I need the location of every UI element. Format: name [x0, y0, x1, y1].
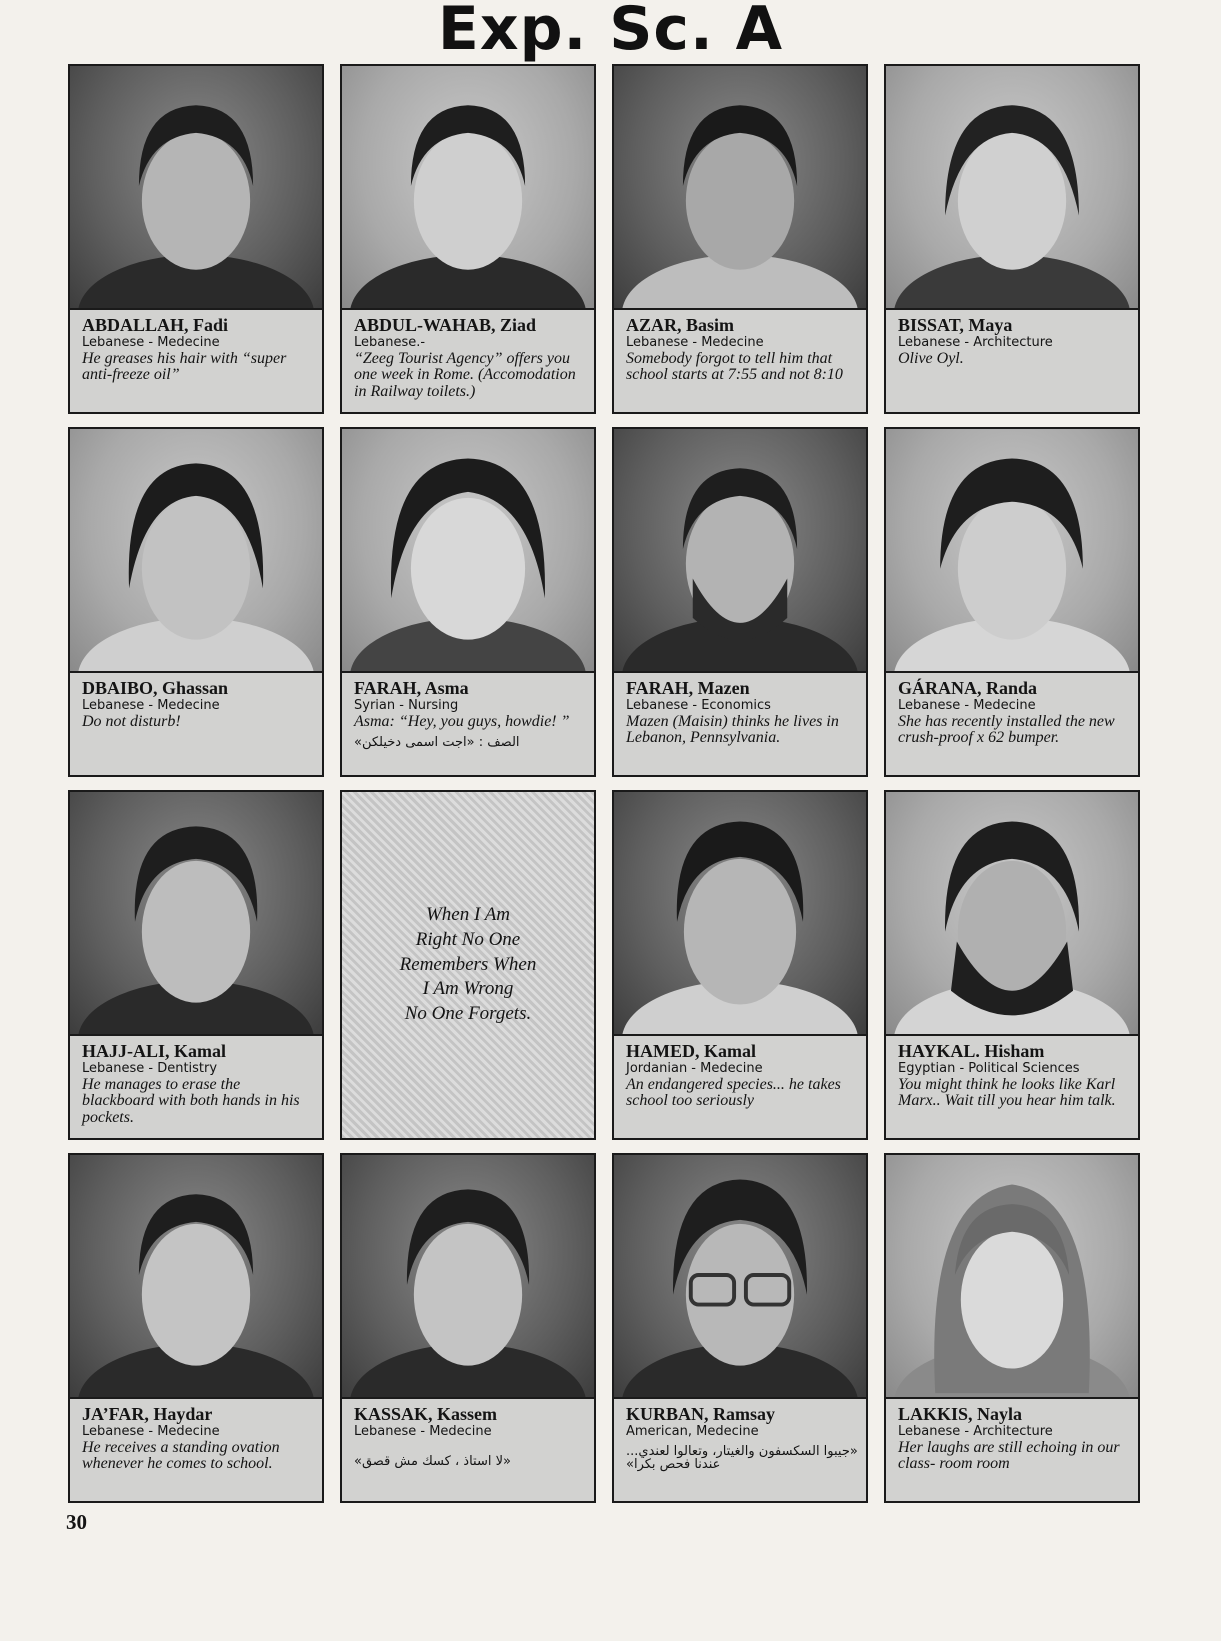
student-photo [886, 429, 1138, 673]
student-card [884, 790, 1140, 1140]
student-photo [342, 1155, 594, 1399]
student-photo [70, 1155, 322, 1399]
student-quote: Asma: “Hey, you guys, howdie! ” [354, 712, 570, 730]
student-photo [70, 429, 322, 673]
student-name: ABDUL-WAHAB, Ziad [354, 315, 537, 335]
student-photo [70, 66, 322, 310]
student-quote: Do not disturb! [82, 712, 181, 730]
student-quote: He receives a standing ovation whenever he comes to school. [82, 1438, 280, 1473]
student-name: KASSAK, Kassem [354, 1404, 498, 1424]
motto-line: Right No One [415, 928, 521, 950]
student-photo [614, 429, 866, 673]
student-details: American, Medecine [626, 1423, 759, 1439]
student-card [612, 790, 868, 1140]
student-name: JA’FAR, Haydar [82, 1404, 213, 1424]
student-name: FARAH, Mazen [626, 678, 750, 698]
motto-line: No One Forgets. [404, 1003, 532, 1025]
student-card [612, 1153, 868, 1503]
student-name: HAMED, Kamal [626, 1041, 756, 1061]
student-card [884, 1153, 1140, 1503]
student-details: Egyptian - Political Sciences [898, 1060, 1080, 1076]
motto-line: When I Am [425, 904, 511, 926]
student-quote: An endangered species... he takes school too seriously [626, 1075, 841, 1110]
student-name: HAJJ-ALI, Kamal [82, 1041, 226, 1061]
motto-panel [340, 790, 596, 1140]
student-quote-arabic: الصف : «اجت اسمى دخيلكن» [354, 735, 520, 751]
student-name: LAKKIS, Nayla [898, 1404, 1023, 1424]
student-details: Lebanese - Architecture [898, 334, 1053, 350]
student-photo [886, 66, 1138, 310]
student-quote: Somebody forgot to tell him that school starts at 7:55 and not 8:10 [626, 349, 843, 384]
student-photo [886, 1155, 1138, 1399]
student-details: Lebanese - Medecine [898, 697, 1036, 713]
student-card [68, 790, 324, 1140]
student-name: BISSAT, Maya [898, 315, 1013, 335]
student-details: Lebanese - Medecine [82, 1423, 220, 1439]
student-name: KURBAN, Ramsay [626, 1404, 776, 1424]
student-details: Syrian - Nursing [354, 697, 459, 713]
student-quote: She has recently installed the new crush-proof x 62 bumper. [898, 712, 1115, 747]
student-details: Jordanian - Medecine [626, 1060, 763, 1076]
student-name: DBAIBO, Ghassan [82, 678, 229, 698]
student-photo [614, 1155, 866, 1399]
student-card [340, 64, 596, 414]
student-card [340, 1153, 596, 1503]
student-quote: You might think he looks like Karl Marx.. Wait till you hear him talk. [898, 1075, 1116, 1110]
student-card [68, 427, 324, 777]
page-title: Exp. Sc. A [437, 0, 784, 64]
student-card [884, 427, 1140, 777]
student-details: Lebanese - Medecine [354, 1423, 492, 1439]
student-details: Lebanese - Economics [626, 697, 771, 713]
student-quote: Her laughs are still echoing in our class- room room [898, 1438, 1120, 1473]
student-name: GÁRANA, Randa [898, 678, 1038, 698]
motto-line: I Am Wrong [422, 978, 514, 1000]
student-quote-arabic: «لا استاذ ، كسك مش قصق» [354, 1453, 511, 1469]
student-quote-arabic: «جيبوا السكسفون والغيتار، وتعالوا لعندي... عندنا فحص بكرا» [626, 1443, 858, 1473]
student-quote: Mazen (Maisin) thinks he lives in Lebanon, Pennsylvania. [626, 712, 839, 747]
student-card [884, 64, 1140, 414]
student-grid [68, 64, 1150, 1503]
student-card [340, 427, 596, 777]
student-card [612, 427, 868, 777]
student-details: Lebanese.- [354, 334, 426, 350]
student-details: Lebanese - Medecine [626, 334, 764, 350]
student-photo [614, 792, 866, 1036]
student-quote: Olive Oyl. [898, 349, 964, 367]
student-photo [342, 66, 594, 310]
student-photo [70, 792, 322, 1036]
student-photo [614, 66, 866, 310]
student-quote: “Zeeg Tourist Agency” offers you one week in Rome. (Accomodation in Railway toilets.) [354, 349, 576, 401]
student-name: HAYKAL. Hisham [898, 1041, 1045, 1061]
student-details: Lebanese - Medecine [82, 334, 220, 350]
student-photo [342, 429, 594, 673]
student-details: Lebanese - Dentistry [82, 1060, 218, 1076]
motto-line: Remembers When [399, 953, 537, 975]
student-name: AZAR, Basim [626, 315, 735, 335]
student-name: ABDALLAH, Fadi [82, 315, 229, 335]
student-card [612, 64, 868, 414]
motto-text [400, 903, 537, 1026]
student-card [68, 1153, 324, 1503]
student-card [68, 64, 324, 414]
student-photo [886, 792, 1138, 1036]
student-quote: He greases his hair with “super anti-freeze oil” [82, 349, 287, 384]
student-name: FARAH, Asma [354, 678, 469, 698]
student-details: Lebanese - Architecture [898, 1423, 1053, 1439]
page-number: 30 [66, 1510, 87, 1534]
student-details: Lebanese - Medecine [82, 697, 220, 713]
student-quote: He manages to erase the blackboard with both hands in his pockets. [82, 1075, 300, 1127]
